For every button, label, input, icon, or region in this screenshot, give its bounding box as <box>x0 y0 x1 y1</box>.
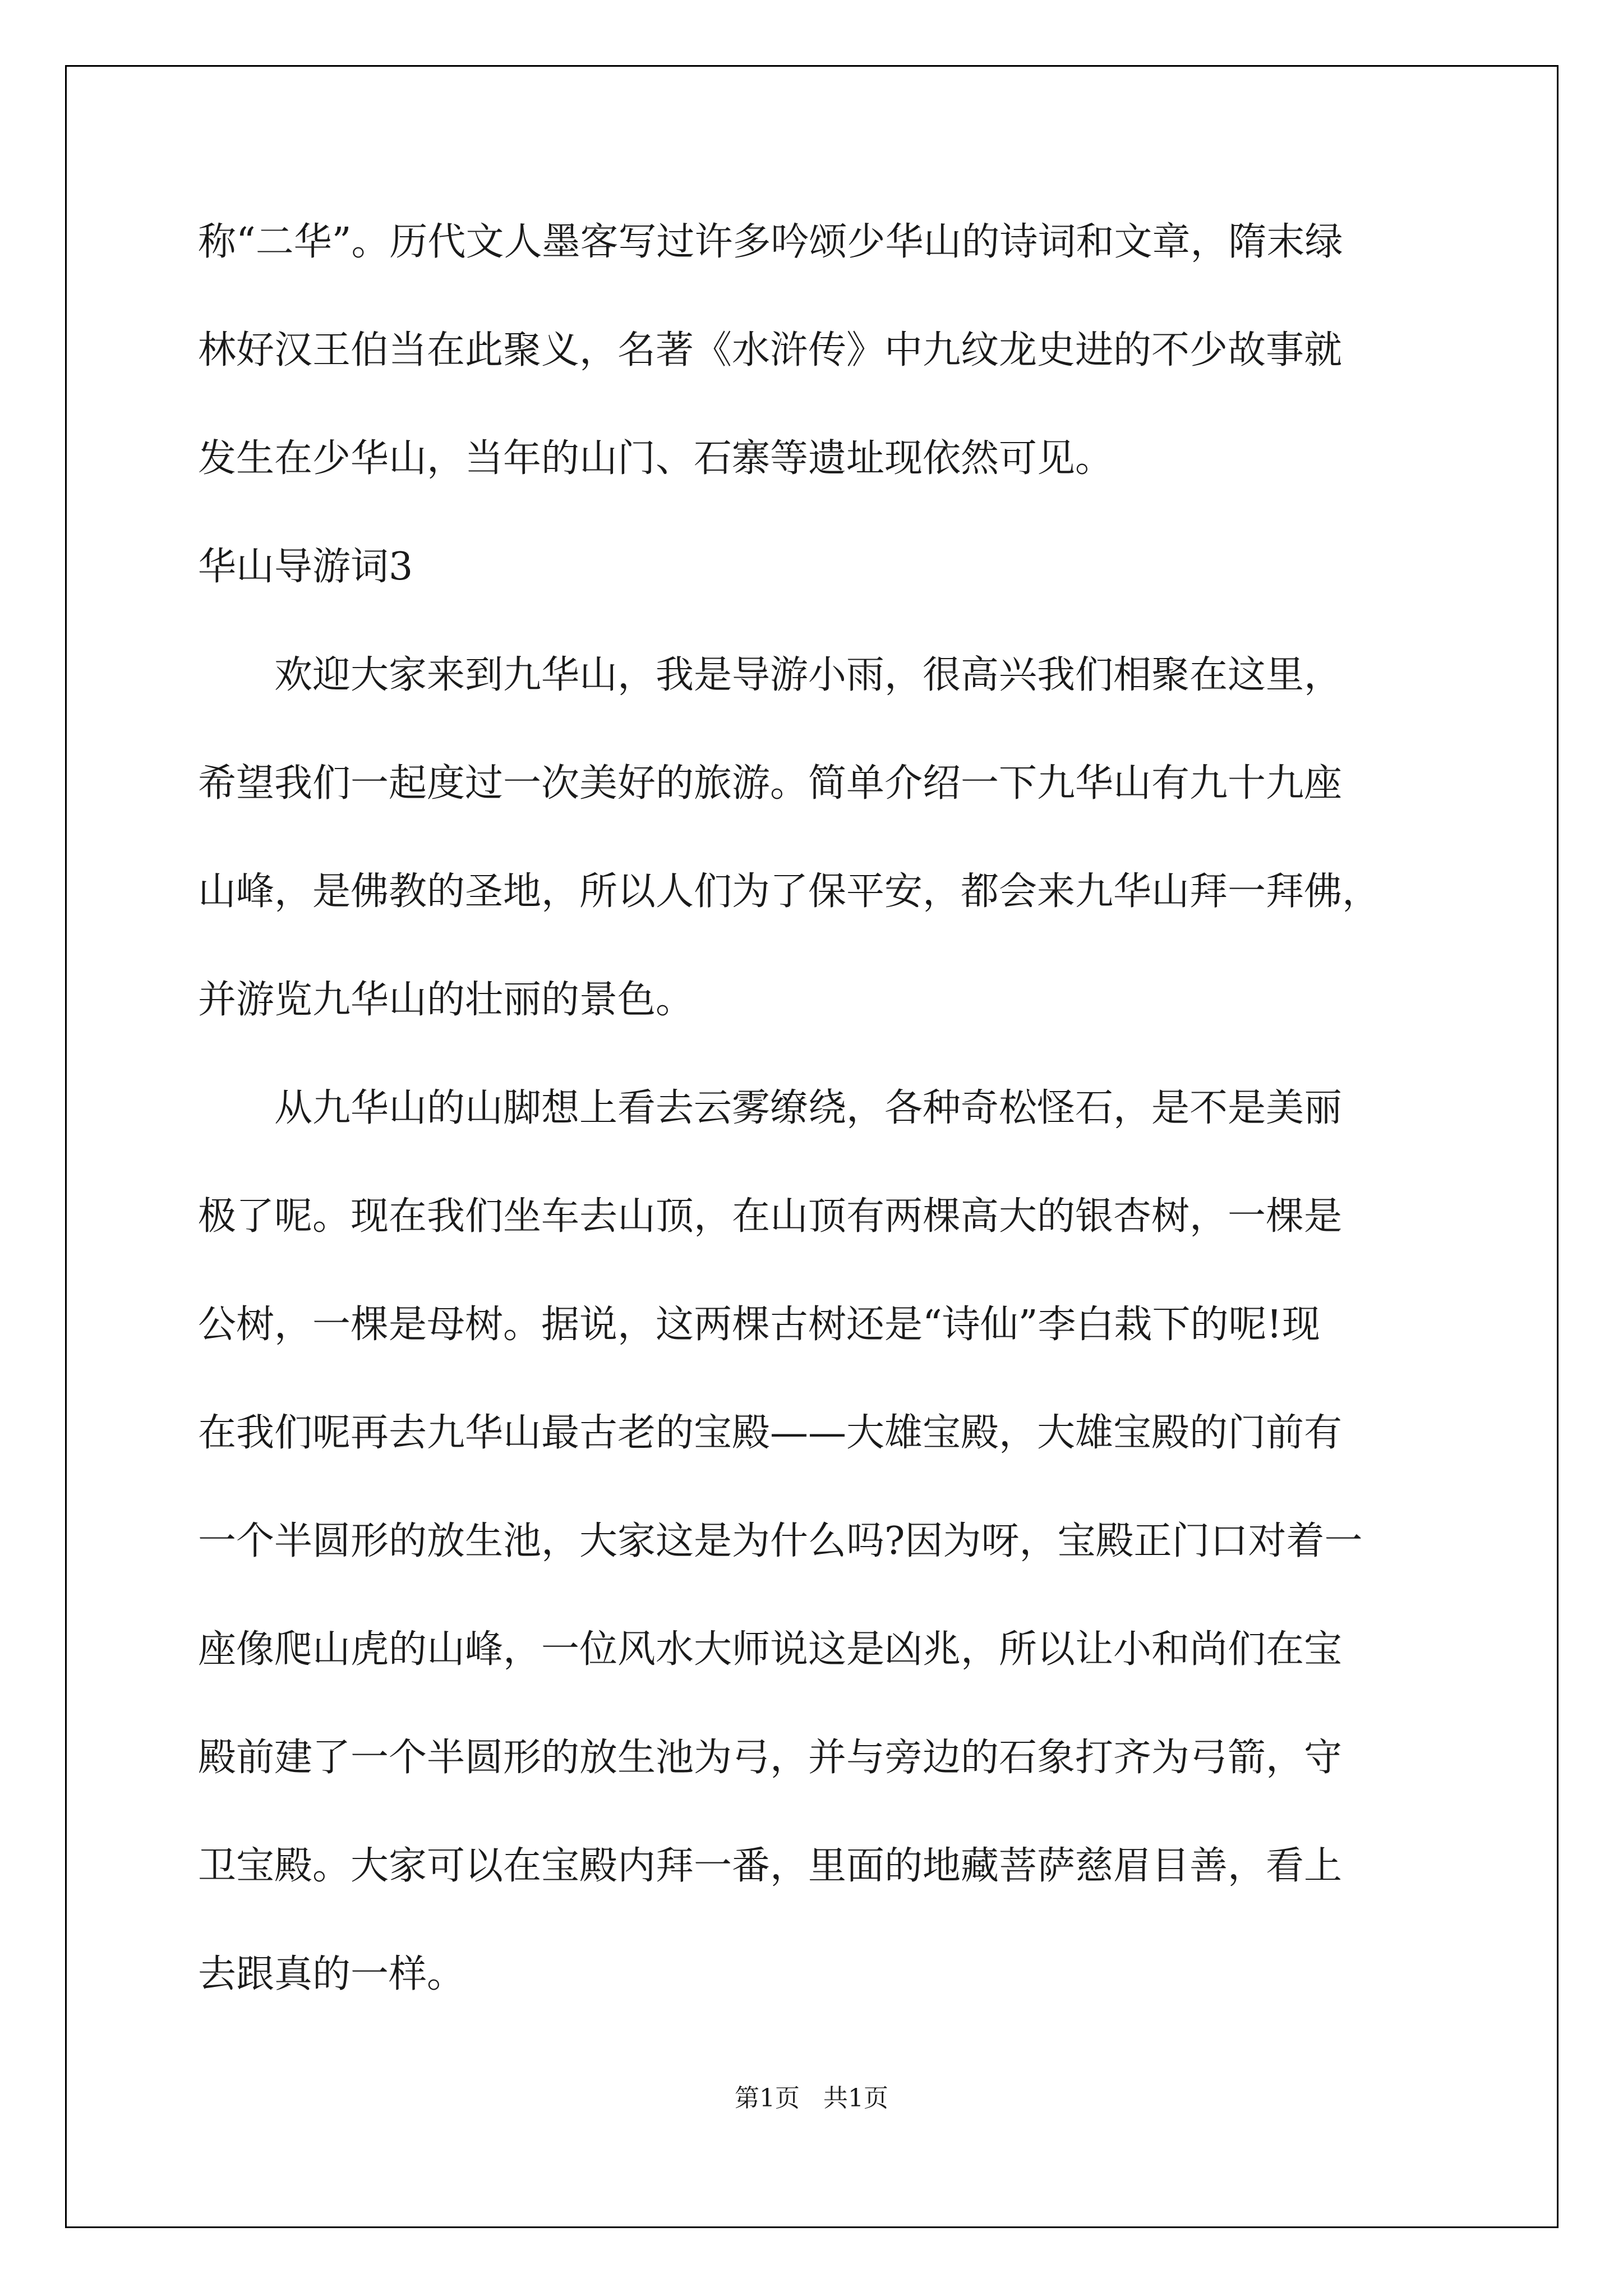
page-count: 共1页 <box>823 2084 888 2113</box>
text-line: 欢迎大家来到九华山，我是导游小雨，很高兴我们相聚在这里， <box>274 653 1343 697</box>
page-number: 第1页 <box>735 2084 800 2113</box>
text-line: 从九华山的山脚想上看去云雾缭绕，各种奇松怪石，是不是美丽 <box>274 1086 1343 1130</box>
text-line: 殿前建了一个半圆形的放生池为弓，并与旁边的石象打齐为弓箭，守 <box>198 1736 1343 1780</box>
text-line: 座像爬山虎的山峰，一位风水大师说这是凶兆，所以让小和尚们在宝 <box>198 1627 1343 1672</box>
page-footer <box>0 2078 1623 2114</box>
text-line: 在我们呢再去九华山最古老的宝殿——大雄宝殿，大雄宝殿的门前有 <box>198 1411 1343 1455</box>
text-line: 并游览九华山的壮丽的景色。 <box>198 978 694 1022</box>
paragraph <box>198 209 1432 533</box>
text-line: 卫宝殿。大家可以在宝殿内拜一番，里面的地藏菩萨慈眉目善，看上 <box>198 1844 1343 1888</box>
text-line: 一个半圆形的放生池，大家这是为什么吗?因为呀，宝殿正门口对着一 <box>198 1519 1363 1563</box>
section-heading: 华山导游词3 <box>198 545 413 589</box>
text-line: 去跟真的一样。 <box>198 1952 465 1996</box>
text-line: 林好汉王伯当在此聚义，名著《水浒传》中九纹龙史进的不少故事就 <box>198 328 1343 372</box>
paragraph <box>198 1075 1432 2049</box>
document-body <box>198 209 1432 2049</box>
paragraph <box>198 642 1432 1075</box>
text-line: 称“二华”。历代文人墨客写过许多吟颂少华山的诗词和文章，隋末绿 <box>198 220 1343 264</box>
text-line: 山峰，是佛教的圣地，所以人们为了保平安，都会来九华山拜一拜佛， <box>198 869 1381 914</box>
text-line: 公树，一棵是母树。据说，这两棵古树还是“诗仙”李白栽下的呢!现 <box>198 1303 1320 1347</box>
text-line: 希望我们一起度过一次美好的旅游。简单介绍一下九华山有九十九座 <box>198 761 1343 806</box>
text-line: 发生在少华山，当年的山门、石寨等遗址现依然可见。 <box>198 436 1114 481</box>
text-line: 极了呢。现在我们坐车去山顶，在山顶有两棵高大的银杏树，一棵是 <box>198 1194 1343 1239</box>
